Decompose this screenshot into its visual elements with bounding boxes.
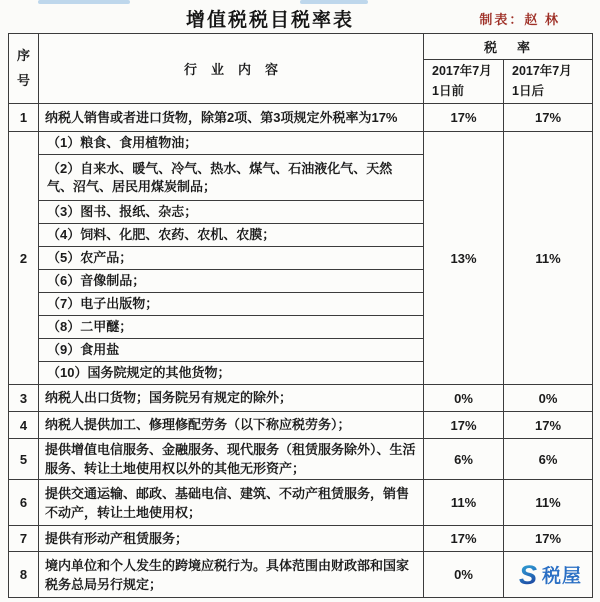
row-content: 纳税人提供加工、修理修配劳务（以下称应税劳务）； bbox=[39, 412, 424, 439]
sub-item: （8）二甲醚； bbox=[39, 316, 424, 339]
row-serial: 1 bbox=[9, 104, 39, 132]
sub-item: （5）农产品； bbox=[39, 247, 424, 270]
table-row bbox=[9, 526, 593, 552]
scan-artifact bbox=[300, 0, 368, 4]
header-rate-before-line2: 1日前 bbox=[432, 83, 464, 98]
rate-before: 17% bbox=[424, 412, 504, 439]
row-serial: 4 bbox=[9, 412, 39, 439]
scan-artifact bbox=[38, 0, 130, 4]
sub-item: （6）音像制品； bbox=[39, 270, 424, 293]
table-row bbox=[9, 439, 593, 480]
row-content: 纳税人出口货物；国务院另有规定的除外； bbox=[39, 385, 424, 412]
header-rate-after-line1: 2017年7月 bbox=[512, 64, 572, 79]
table-row bbox=[9, 480, 593, 526]
row-serial: 5 bbox=[9, 439, 39, 480]
shuiwu-logo bbox=[510, 561, 586, 588]
vat-rate-table bbox=[8, 33, 593, 598]
rate-after: 17% bbox=[504, 526, 593, 552]
header-rate-before bbox=[424, 60, 504, 104]
rate-after: 17% bbox=[504, 412, 593, 439]
sub-item: （3）图书、报纸、杂志； bbox=[39, 201, 424, 224]
header-rate-before-line1: 2017年7月 bbox=[432, 64, 492, 79]
rate-before: 17% bbox=[424, 104, 504, 132]
svg-text:S: S bbox=[518, 561, 538, 588]
title-bar bbox=[0, 5, 600, 31]
row-content: 提供有形动产租赁服务； bbox=[39, 526, 424, 552]
rate-before: 6% bbox=[424, 439, 504, 480]
header-serial-label: 序号 bbox=[16, 47, 30, 88]
sub-item: （2）自来水、暖气、冷气、热水、煤气、石油液化气、天然气、沼气、居民用煤炭制品； bbox=[39, 155, 424, 201]
rate-after: 6% bbox=[504, 439, 593, 480]
rate-before: 13% bbox=[424, 132, 504, 385]
row-serial: 2 bbox=[9, 132, 39, 385]
header-rate-group: 税率 bbox=[424, 34, 593, 60]
rate-before: 0% bbox=[424, 385, 504, 412]
table-row bbox=[9, 385, 593, 412]
rate-after: 17% bbox=[504, 104, 593, 132]
header-serial bbox=[9, 34, 39, 104]
sub-item: （7）电子出版物； bbox=[39, 293, 424, 316]
table-row bbox=[9, 412, 593, 439]
sub-item: （9）食用盐 bbox=[39, 339, 424, 362]
rate-after: 11% bbox=[504, 480, 593, 526]
row-content: 提供增值电信服务、金融服务、现代服务（租赁服务除外）、生活服务、转让土地使用权以外的其他无形资产； bbox=[39, 439, 424, 480]
credit-label: 制表：赵 林 bbox=[479, 12, 560, 27]
header-industry: 行业内容 bbox=[39, 34, 424, 104]
row-content: 纳税人销售或者进口货物，除第2项、第3项规定外税率为17% bbox=[39, 104, 424, 132]
row-serial: 8 bbox=[9, 552, 39, 598]
header-rate-after-line2: 1日后 bbox=[512, 83, 544, 98]
row-content: 境内单位和个人发生的跨境应税行为。具体范围由财政部和国家税务总局另行规定； bbox=[39, 552, 424, 598]
logo-text: 税屋 bbox=[542, 566, 583, 587]
logo-cell bbox=[504, 552, 593, 598]
row-content: 提供交通运输、邮政、基础电信、建筑、不动产租赁服务，销售不动产，转让土地使用权； bbox=[39, 480, 424, 526]
rate-after: 0% bbox=[504, 385, 593, 412]
table-row-group-2 bbox=[9, 132, 593, 155]
row-serial: 6 bbox=[9, 480, 39, 526]
header-row-top bbox=[9, 34, 593, 60]
rate-before: 17% bbox=[424, 526, 504, 552]
row-serial: 3 bbox=[9, 385, 39, 412]
rate-after: 11% bbox=[504, 132, 593, 385]
table-row bbox=[9, 552, 593, 598]
rate-before: 11% bbox=[424, 480, 504, 526]
logo-s-icon bbox=[514, 562, 540, 588]
sub-item: （4）饲料、化肥、农药、农机、农膜； bbox=[39, 224, 424, 247]
sub-item: （10）国务院规定的其他货物； bbox=[39, 362, 424, 385]
page-title: 增值税税目税率表 bbox=[185, 10, 354, 31]
sub-item: （1）粮食、食用植物油； bbox=[39, 132, 424, 155]
rate-before: 0% bbox=[424, 552, 504, 598]
table-row bbox=[9, 104, 593, 132]
row-serial: 7 bbox=[9, 526, 39, 552]
header-rate-after bbox=[504, 60, 593, 104]
